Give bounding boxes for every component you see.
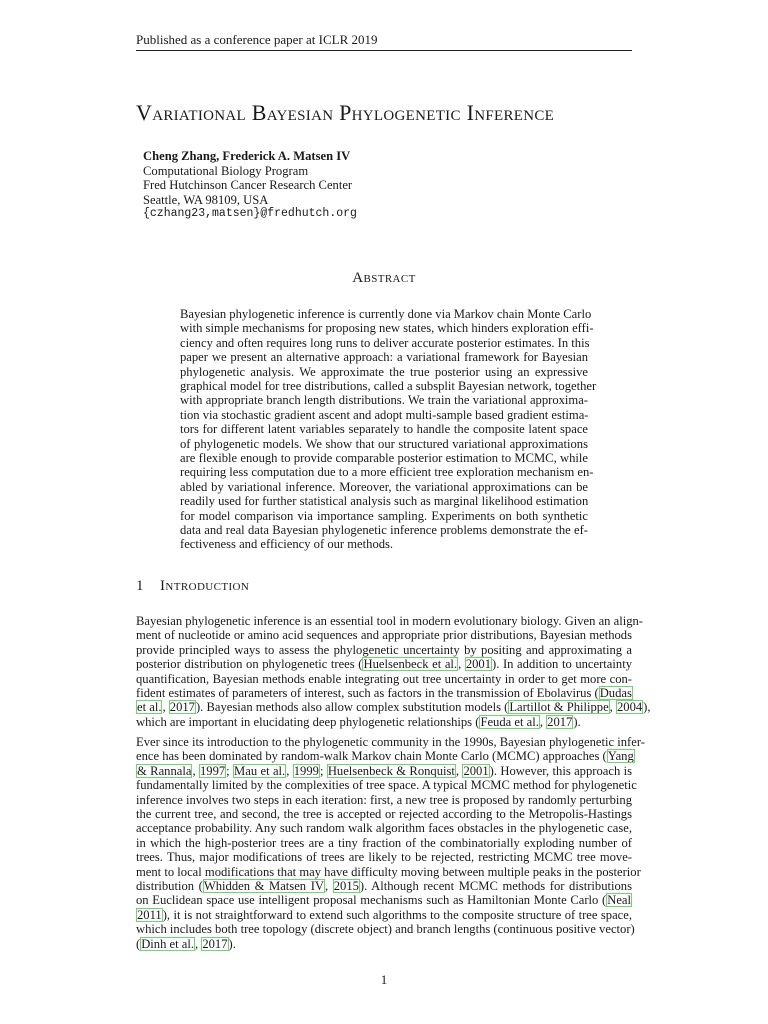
text-segment: , [286, 763, 293, 778]
text-segment: ment to local modifications that may have difficulty moving between multiple peaks in the posterior [136, 864, 641, 879]
text-segment: distribution ( [136, 879, 203, 893]
header-rule [136, 50, 632, 51]
text-segment: ; [319, 763, 327, 778]
paper-title: Variational Bayesian Phylogenetic Inference [136, 100, 555, 125]
text-line [136, 749, 632, 763]
text-line [136, 922, 635, 937]
citation-link[interactable]: 2001 [465, 657, 492, 672]
text-line [136, 735, 645, 749]
text-segment: ), it is not straightforward to extend such algorithms to the composite structure of tree space, [162, 907, 632, 922]
text-line [136, 793, 632, 807]
abstract-line: Bayesian phylogenetic inference is currently done via Markov chain Monte Carlo [180, 307, 592, 321]
text-segment: Bayesian phylogenetic inference is an essential tool in modern evolutionary biology. Given an align- [136, 614, 643, 628]
section-number: 1 [136, 578, 144, 594]
text-line [136, 879, 632, 893]
text-segment: ). [573, 714, 581, 729]
abstract-line: data and real data Bayesian phylogenetic inference problems demonstrate the ef- [180, 523, 588, 537]
text-line [136, 672, 632, 686]
abstract-line: are flexible enough to provide comparable posterior estimation to MCMC, while [180, 451, 588, 465]
text-line [136, 807, 632, 821]
abstract-line: ciency and often requires long runs to deliver accurate posterior estimates. In this [180, 335, 590, 350]
text-segment: quantification, Bayesian methods enable integrating out tree uncertainty in order to get more con- [136, 671, 632, 686]
text-line [136, 643, 632, 657]
citation-link[interactable]: 2004 [616, 700, 643, 715]
affiliation-address: Seattle, WA 98109, USA [143, 192, 269, 207]
section-title: Introduction [160, 578, 250, 594]
page-number: 1 [380, 972, 388, 987]
text-line [136, 893, 632, 907]
text-segment: posterior distribution on phylogenetic trees ( [136, 657, 363, 672]
abstract-line: of phylogenetic models. We show that our structured variational approximations [180, 436, 588, 451]
citation-link[interactable]: Neal [607, 893, 631, 908]
text-segment: , [458, 657, 465, 672]
citation-link[interactable]: Whidden & Matsen IV [203, 879, 324, 893]
text-segment: acceptance probability. Any such random walk algorithm faces obstacles in the phylogenetic case, [136, 821, 632, 836]
text-line [136, 614, 643, 628]
section-heading [136, 578, 249, 595]
text-segment: Ever since its introduction to the phylogenetic community in the 1990s, Bayesian phylogenetic infer- [136, 735, 645, 749]
citation-link[interactable]: 1999 [293, 763, 319, 778]
text-segment: ). Although recent MCMC methods for distributions [359, 879, 633, 893]
text-line [136, 657, 632, 671]
citation-link[interactable]: Huelsenbeck et al. [363, 657, 458, 672]
text-segment: fident estimates of parameters of interest, such as factors in the transmission of Ebolavirus ( [136, 686, 599, 700]
text-segment: ence has been dominated by random-walk Markov chain Monte Carlo (MCMC) approaches ( [136, 749, 607, 764]
abstract-line: fectiveness and efficiency of our methods. [180, 537, 394, 552]
affiliation-center: Fred Hutchinson Cancer Research Center [143, 178, 353, 192]
citation-link[interactable]: Feuda et al. [480, 714, 539, 729]
text-segment: on Euclidean space use intelligent proposal mechanisms such as Hamiltonian Monte Carlo ( [136, 893, 607, 908]
abstract-line: with simple mechanisms for proposing new states, which hinders exploration effi- [180, 321, 594, 336]
text-segment: , [195, 936, 202, 951]
text-line [136, 686, 632, 700]
text-segment: which are important in elucidating deep phylogenetic relationships ( [136, 714, 480, 729]
citation-link[interactable]: Lartillot & Philippe [509, 700, 609, 715]
citation-link[interactable]: 1997 [199, 763, 226, 778]
author-block [143, 149, 357, 222]
text-segment: the current tree, and second, the tree is accepted or rejected according to the Metropolis-Hastings [136, 807, 632, 821]
text-line [136, 700, 651, 715]
abstract-line: phylogenetic analysis. We approximate the true posterior using an expressive [180, 364, 588, 379]
citation-link[interactable]: 2015 [333, 879, 359, 893]
text-segment: , [455, 763, 463, 778]
text-segment: , [539, 714, 547, 729]
citation-link[interactable]: 2017 [547, 714, 573, 729]
text-segment: trees. Thus, major modifications of trees are likely to be rejected, restricting MCMC tree move- [136, 850, 632, 865]
abstract-line: readily used for further statistical analysis such as marginal likelihood estimation [180, 494, 589, 509]
text-segment: inference involves two steps in each iteration: first, a new tree is proposed by randomly perturbing [136, 792, 632, 807]
abstract-line: tion via stochastic gradient ascent and adopt multi-sample based gradient estima- [180, 407, 589, 422]
citation-link[interactable]: 2017 [202, 936, 228, 951]
text-segment: ), [643, 700, 651, 715]
affiliation-program: Computational Biology Program [143, 163, 309, 178]
citation-link[interactable]: et al. [137, 700, 162, 715]
text-segment: , [162, 700, 169, 715]
citation-link[interactable]: & Rannala [137, 763, 192, 778]
text-segment: ( [136, 936, 141, 951]
text-segment: , [192, 763, 199, 778]
citation-link[interactable]: Huelsenbeck & Ronquist [327, 763, 455, 778]
abstract-line: abled by variational inference. Moreover, the variational approximations can be [180, 479, 588, 494]
text-line [136, 821, 632, 835]
text-segment: which includes both tree topology (discrete object) and branch lengths (continuous positive vector) [136, 922, 635, 937]
text-line [136, 764, 632, 778]
abstract-line: graphical model for tree distributions, called a subsplit Bayesian network, together [180, 379, 597, 393]
text-segment: ). Bayesian methods also allow complex substitution models ( [195, 700, 509, 715]
abstract-heading: Abstract [352, 270, 416, 286]
text-line [136, 937, 632, 951]
abstract-line: requiring less computation due to a more efficient tree exploration mechanism en- [180, 465, 594, 480]
text-segment: ). [228, 936, 236, 951]
text-line [136, 864, 641, 879]
text-line [136, 908, 632, 922]
text-line [136, 628, 632, 642]
text-line [136, 850, 632, 864]
citation-link[interactable]: 2017 [169, 700, 195, 715]
abstract-line: with appropriate branch length distributions. We train the variational approxima- [180, 393, 588, 408]
citation-link[interactable]: 2001 [463, 763, 489, 778]
text-segment: ; [226, 763, 234, 778]
citation-link[interactable]: Dinh et al. [141, 936, 195, 951]
citation-link[interactable]: Dudas [599, 686, 632, 700]
citation-link[interactable]: Mau et al. [234, 763, 286, 778]
text-line [136, 836, 632, 850]
citation-link[interactable]: 2011 [137, 907, 162, 922]
text-segment: in which the high-posterior trees are a tiny fraction of the combinatorially exploding number of [136, 835, 632, 850]
citation-link[interactable]: Yang [607, 749, 634, 764]
text-segment: fundamentally limited by the complexities of tree space. A typical MCMC method for phylogenetic [136, 778, 637, 793]
abstract-line: paper we present an alternative approach: a variational framework for Bayesian [180, 350, 588, 365]
abstract-line: tors for different latent variables separately to handle the composite latent space [180, 422, 588, 437]
text-segment: ). In addition to uncertainty [492, 657, 632, 672]
text-segment: , [609, 700, 616, 715]
text-line [136, 715, 632, 729]
abstract-line: for model comparison via importance sampling. Experiments on both synthetic [180, 508, 588, 523]
author-names: Cheng Zhang, Frederick A. Matsen IV [143, 149, 351, 163]
conference-header: Published as a conference paper at ICLR 2019 [136, 32, 378, 47]
text-line [136, 778, 637, 793]
text-segment: ). However, this approach is [489, 763, 633, 778]
text-segment: , [324, 879, 333, 893]
author-email: {czhang23,matsen}@fredhutch.org [143, 207, 357, 220]
text-segment: ment of nucleotide or amino acid sequences and appropriate prior distributions, Bayesian methods [136, 628, 632, 643]
text-segment: provide principled ways to assess the phylogenetic uncertainty by positing and approximating a [136, 642, 632, 657]
